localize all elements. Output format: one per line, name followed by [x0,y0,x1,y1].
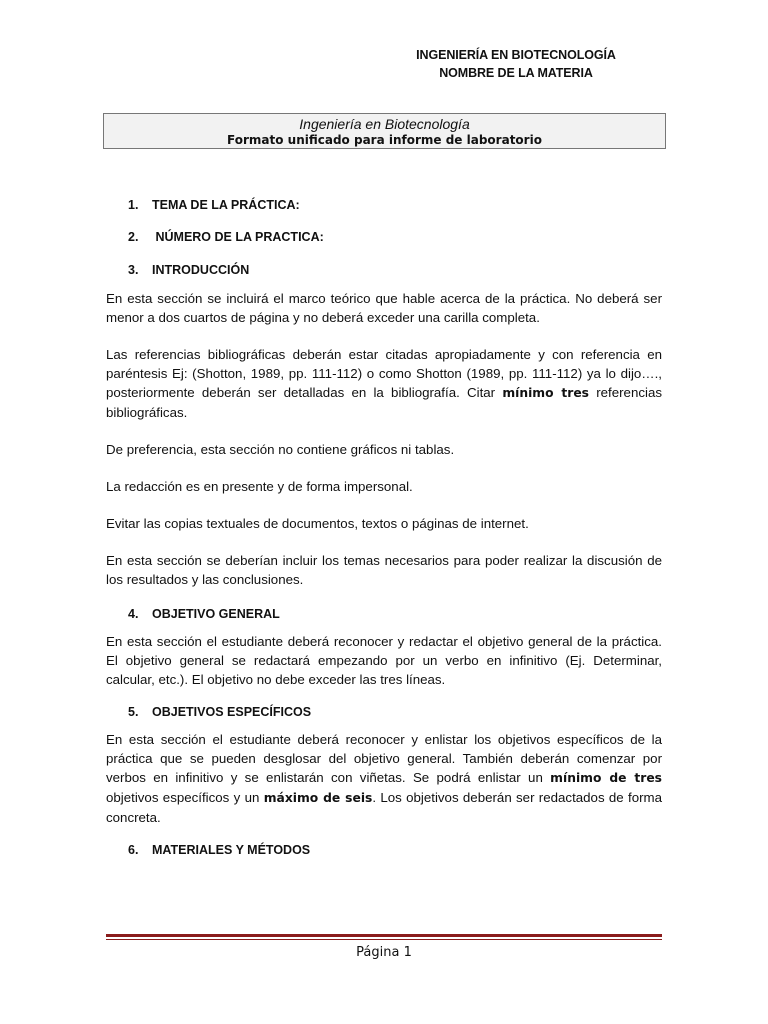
paragraph: En esta sección se deberían incluir los temas necesarios para poder realizar la discusión de los resultados y las conclusiones. [106,553,662,587]
document-body [106,196,662,873]
footer-rule [106,934,662,940]
paragraph-text: objetivos específicos y un [106,790,264,805]
title-box-line-2: Formato unificado para informe de laboratorio [227,133,542,147]
section-number: 2. [128,230,139,244]
footer-rule-thin [106,939,662,940]
footer-rule-thick [106,934,662,937]
paragraph-text: . Los objetivos deberán ser redactados de forma concreta. [106,790,663,825]
section-number: 1. [128,198,139,212]
section-title: TEMA DE LA PRÁCTICA: [152,198,300,212]
page-number: Página 1 [356,945,412,960]
paragraph: De preferencia, esta sección no contiene gráficos ni tablas. [106,442,455,457]
emphasis-text: mínimo tres [502,386,589,400]
section-number: 6. [128,843,139,857]
header-line-1: INGENIERÍA EN BIOTECNOLOGÍA [416,48,616,62]
section-title: OBJETIVO GENERAL [152,607,280,621]
section-title: OBJETIVOS ESPECÍFICOS [152,705,312,719]
section-heading-4 [128,605,662,624]
paragraph: Evitar las copias textuales de documentos, textos o páginas de internet. [106,516,529,531]
section-number: 4. [128,607,139,621]
section-number: 5. [128,705,139,719]
section-heading-5 [128,703,662,722]
paragraph-text: referencias bibliográficas. [106,385,662,420]
paragraph-text: Las referencias bibliográficas deberán estar citadas apropiadamente y con referencia en paréntesis Ej: (Shotton, 1989, pp. 111-112) o como Shotton (1989, pp. 111-112) ya lo dijo…., posteriormente deberán ser detalladas en la bibliografía. Citar [106,347,662,400]
emphasis-text: mínimo de tres [550,771,662,785]
paragraph [106,345,662,422]
running-header [376,46,656,82]
paragraph [106,730,662,827]
section-heading-2 [128,228,662,247]
section-number: 3. [128,263,139,277]
title-box-line-1: Ingeniería en Biotecnología [299,116,470,132]
section-heading-3 [128,261,662,280]
paragraph: En esta sección se incluirá el marco teórico que hable acerca de la práctica. No deberá ser menor a dos cuartos de página y no deberá exceder una carilla completa. [106,291,662,325]
title-box [103,113,666,149]
section-heading-1 [128,196,662,215]
paragraph: La redacción es en presente y de forma impersonal. [106,479,413,494]
header-line-2: NOMBRE DE LA MATERIA [439,66,593,80]
section-heading-6 [128,841,662,860]
section-title: MATERIALES Y MÉTODOS [152,843,311,857]
section-title: INTRODUCCIÓN [152,263,250,277]
section-title: NÚMERO DE LA PRACTICA: [152,230,324,244]
emphasis-text: máximo de seis [263,791,373,805]
paragraph-text: En esta sección el estudiante deberá reconocer y enlistar los objetivos específicos de la práctica que se pueden desglosar del objetivo general. También deberán comenzar por verbos en infinitivo y se enlistarán con viñetas. Se podrá enlistar un [106,732,662,785]
paragraph: En esta sección el estudiante deberá reconocer y redactar el objetivo general de la práctica. El objetivo general se redactará empezando por un verbo en infinitivo (Ej. Determinar, calcular, etc.). El objetivo no debe exceder las tres líneas. [106,634,662,687]
